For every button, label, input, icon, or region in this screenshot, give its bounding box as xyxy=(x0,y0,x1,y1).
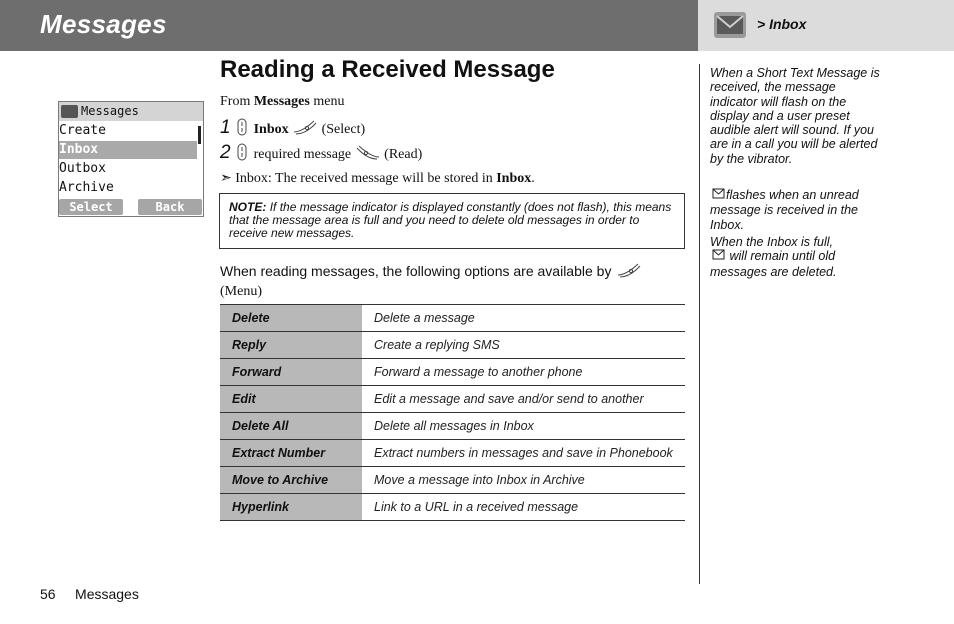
phone-menu-item: Archive xyxy=(59,180,114,195)
message-indicator-icon xyxy=(710,249,726,264)
option-name: Hyperlink xyxy=(220,494,362,521)
option-desc: Link to a URL in a received message xyxy=(362,494,685,521)
menu-name: Messages xyxy=(253,94,310,109)
phone-menu-item: Outbox xyxy=(59,161,106,176)
page-number: 56 xyxy=(40,586,56,602)
page-footer xyxy=(40,586,139,602)
option-name: Extract Number xyxy=(220,440,362,467)
options-table xyxy=(220,304,685,521)
footer-section: Messages xyxy=(75,586,139,602)
sidebar-divider xyxy=(699,64,700,584)
note-box xyxy=(219,193,685,249)
phone-screen xyxy=(58,101,204,217)
step-target: Inbox xyxy=(253,122,289,137)
section-heading: Reading a Received Message xyxy=(220,56,555,83)
from-line: From Messages menu xyxy=(220,94,345,109)
option-desc: Forward a message to another phone xyxy=(362,359,685,386)
phone-scrollbar xyxy=(198,126,201,144)
softkey-right-icon xyxy=(355,143,381,166)
navigation-key-icon xyxy=(234,118,250,141)
result-line: ➣ Inbox: The received message will be stored in Inbox. xyxy=(220,171,535,186)
option-desc: Edit a message and save and/or send to another xyxy=(362,386,685,413)
option-desc: Move a message into Inbox in Archive xyxy=(362,467,685,494)
table-row xyxy=(220,494,685,521)
table-row xyxy=(220,386,685,413)
softkey-left-icon xyxy=(292,118,318,141)
softkey-select: Select xyxy=(59,199,123,215)
option-name: Reply xyxy=(220,332,362,359)
envelope-icon xyxy=(714,12,746,38)
envelope-icon xyxy=(61,105,78,118)
step-target: required message xyxy=(253,147,352,162)
sidebar-note-1: When a Short Text Message is received, the message indicator will flash on the display and a user preset audible alert will sound. If you are in a call you will be alerted by the vibrator. xyxy=(710,66,880,166)
note-label: NOTE: xyxy=(229,200,267,214)
step-number: 2 xyxy=(220,142,231,163)
option-desc: Delete a message xyxy=(362,305,685,332)
option-name: Delete All xyxy=(220,413,362,440)
result-location: Inbox xyxy=(496,171,532,186)
table-row xyxy=(220,359,685,386)
phone-title-bar xyxy=(59,102,203,121)
phone-menu-item: Create xyxy=(59,123,106,138)
step-action: (Read) xyxy=(384,147,423,162)
sidebar-note-2: flashes when an unread message is received in the Inbox. xyxy=(710,188,859,232)
option-desc: Delete all messages in Inbox xyxy=(362,413,685,440)
message-indicator-icon xyxy=(710,188,726,203)
softkey-back: Back xyxy=(138,199,202,215)
table-row xyxy=(220,467,685,494)
menu-label: (Menu) xyxy=(220,284,262,299)
table-row xyxy=(220,305,685,332)
option-name: Delete xyxy=(220,305,362,332)
step-number: 1 xyxy=(220,117,231,138)
option-name: Edit xyxy=(220,386,362,413)
step-action: (Select) xyxy=(321,122,366,137)
option-desc: Create a replying SMS xyxy=(362,332,685,359)
sidebar-note-3: When the Inbox is full, will remain until old messages are deleted. xyxy=(710,235,837,279)
option-name: Forward xyxy=(220,359,362,386)
phone-menu-item-selected: Inbox xyxy=(59,141,197,159)
breadcrumb: > Inbox xyxy=(757,16,807,32)
step-2 xyxy=(220,142,422,166)
page-title: Messages xyxy=(40,9,167,39)
table-row xyxy=(220,332,685,359)
softkey-left-icon xyxy=(616,261,642,283)
phone-title: Messages xyxy=(81,104,139,118)
navigation-key-icon xyxy=(234,143,250,166)
option-name: Move to Archive xyxy=(220,467,362,494)
note-text: NOTE: If the message indicator is displayed constantly (does not flash), this means that the message area is full and you need to delete old messages in order to receive new messages. xyxy=(229,200,672,240)
table-row xyxy=(220,440,685,467)
table-row xyxy=(220,413,685,440)
option-desc: Extract numbers in messages and save in Phonebook xyxy=(362,440,685,467)
step-1 xyxy=(220,117,365,141)
options-intro: When reading messages, the following options are available by (Menu) xyxy=(220,261,690,300)
